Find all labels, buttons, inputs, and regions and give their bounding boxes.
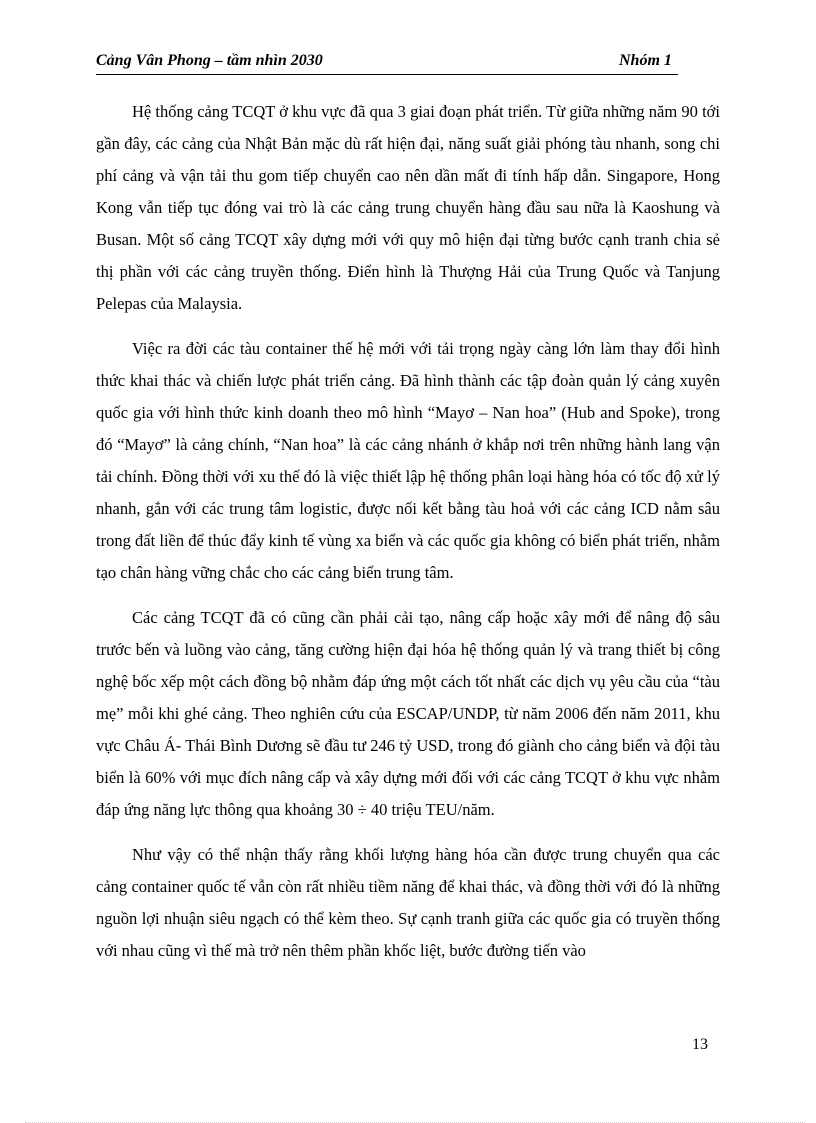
group-label: Nhóm 1	[619, 52, 672, 69]
page-number: 13	[692, 1036, 708, 1053]
paragraph: Như vậy có thể nhận thấy rằng khối lượng hàng hóa cần được trung chuyển qua các cảng container quốc tế vẫn còn rất nhiều tiềm năng để khai thác, và đồng thời với đó là những nguồn lợi nhuận siêu ngạch có thể kèm theo. Sự cạnh tranh giữa các quốc gia có truyền thống với nhau cũng vì thế mà trở nên thêm phần khốc liệt, bước đường tiến vào	[96, 845, 720, 960]
paragraph: Các cảng TCQT đã có cũng cần phải cải tạo, nâng cấp hoặc xây mới để nâng độ sâu trước bến và luồng vào cảng, tăng cường hiện đại hóa hệ thống quản lý và trang thiết bị công nghệ bốc xếp một cách đồng bộ nhằm đáp ứng một cách tốt nhất các dịch vụ yêu cầu của “tàu mẹ” mỗi khi ghé cảng. Theo nghiên cứu của ESCAP/UNDP, từ năm 2006 đến năm 2011, khu vực Châu Á- Thái Bình Dương sẽ đầu tư 246 tỷ USD, trong đó giành cho cảng biển và đội tàu biển là 60% với mục đích nâng cấp và xây dựng mới đối với các cảng TCQT ở khu vực nhằm đáp ứng năng lực thông qua khoảng 30 ÷ 40 triệu TEU/năm.	[96, 608, 720, 819]
paragraph: Việc ra đời các tàu container thế hệ mới với tải trọng ngày càng lớn làm thay đổi hình thức khai thác và chiến lược phát triển cảng. Đã hình thành các tập đoàn quản lý cảng xuyên quốc gia với hình thức kinh doanh theo mô hình “Mayơ – Nan hoa” (Hub and Spoke), trong đó “Mayơ” là cảng chính, “Nan hoa” là các cảng nhánh ở khắp nơi trên những hành lang vận tải chính. Đồng thời với xu thế đó là việc thiết lập hệ thống phân loại hàng hóa có tốc độ xử lý nhanh, gắn với các trung tâm logistic, được nối kết bằng tàu hoả với các cảng ICD nằm sâu trong đất liền để thúc đẩy kinh tế vùng xa biển và các quốc gia không có biển phát triển, nhằm tạo chân hàng vững chắc cho các cảng biển trung tâm.	[96, 339, 720, 582]
body-text	[96, 96, 720, 980]
page-header	[96, 50, 678, 75]
document-title: Cảng Vân Phong – tầm nhìn 2030	[96, 52, 323, 69]
paragraph: Hệ thống cảng TCQT ở khu vực đã qua 3 giai đoạn phát triển. Từ giữa những năm 90 tới gần đây, các cảng của Nhật Bản mặc dù rất hiện đại, năng suất giải phóng tàu nhanh, song chi phí cảng và vận tải thu gom tiếp chuyển cao nên dần mất đi tính hấp dẫn. Singapore, Hong Kong vẫn tiếp tục đóng vai trò là các cảng trung chuyển hàng đầu sau nữa là Kaoshung và Busan. Một số cảng TCQT xây dựng mới với quy mô hiện đại từng bước cạnh tranh chia sẻ thị phần với các cảng truyền thống. Điển hình là Thượng Hải của Trung Quốc và Tanjung Pelepas của Malaysia.	[96, 102, 720, 313]
